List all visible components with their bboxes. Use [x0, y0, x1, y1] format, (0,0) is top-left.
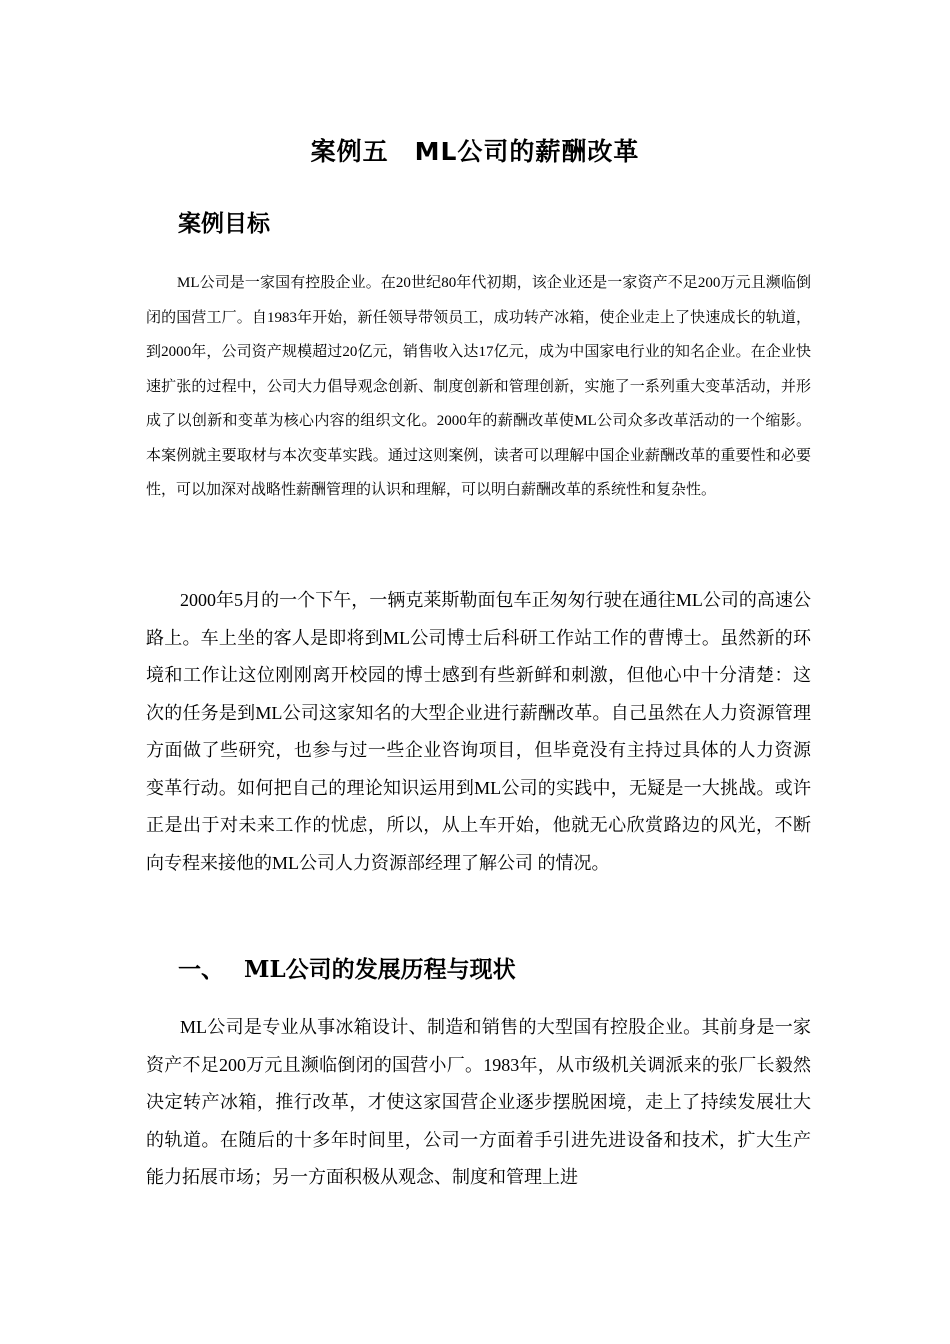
document-title: 案例五 ML公司的薪酬改革	[310, 137, 640, 166]
section-one-title: ML公司的发展历程与现状	[244, 956, 516, 983]
section-one-number: 一、	[178, 956, 224, 983]
case-objective-heading: 案例目标	[178, 211, 270, 237]
intro-paragraph: 2000年5月的一个下午，一辆克莱斯勒面包车正匆匆行驶在通往ML公司的高速公路上。车上坐的客人是即将到ML公司博士后科研工作站工作的曹博士。虽然新的环境和工作让这位刚刚离开校园的博士感到有些新鲜和刺激，但他心中十分清楚：这次的任务是到ML公司这家知名的大型企业进行薪酬改革。自己虽然在人力资源管理方面做了些研究，也参与过一些企业咨询项目，但毕竟没有主持过具体的人力资源变革行动。如何把自己的理论知识运用到ML公司的实践中，无疑是一大挑战。或许正是出于对未来工作的忧虑，所以，从上车开始，他就无心欣赏路边的风光，不断向专程来接他的ML公司人力资源部经理了解公司 的情况。	[146, 590, 811, 873]
case-objective-text: ML公司是一家国有控股企业。在20世纪80年代初期，该企业还是一家资产不足200万元且濒临倒闭的国营工厂。自1983年开始，新任领导带领员工，成功转产冰箱，使企业走上了快速成长的轨道，到2000年，公司资产规模超过20亿元，销售收入达17亿元，成为中国家电行业的知名企业。在企业快速扩张的过程中，公司大力倡导观念创新、制度创新和管理创新，实施了一系列重大变革活动，并形成了以创新和变革为核心内容的组织文化。2000年的薪酬改革使ML公司众多改革活动的一个缩影。本案例就主要取材与本次变革实践。通过这则案例，读者可以理解中国企业薪酬改革的重要性和必要性，可以加深对战略性薪酬管理的认识和理解，可以明白薪酬改革的系统性和复杂性。	[146, 275, 811, 498]
section-one-paragraph: ML公司是专业从事冰箱设计、制造和销售的大型国有控股企业。其前身是一家资产不足200万元且濒临倒闭的国营小厂。1983年，从市级机关调派来的张厂长毅然决定转产冰箱，推行改革，才使这家国营企业逐步摆脱困境，走上了持续发展壮大的轨道。在随后的十多年时间里，公司一方面着手引进先进设备和技术，扩大生产能力拓展市场；另一方面积极从观念、制度和管理上进	[146, 1017, 811, 1187]
section-one-heading	[178, 950, 516, 990]
